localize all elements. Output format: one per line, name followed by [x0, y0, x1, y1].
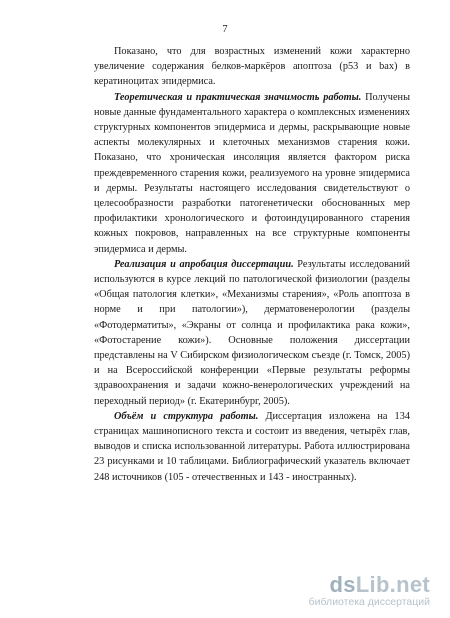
- paragraph-significance: [94, 90, 410, 257]
- paragraph-apoptosis: [94, 44, 410, 90]
- paragraph-heading: Теоретическая и практическая значимость работы.: [114, 91, 362, 103]
- paragraph-text: Получены новые данные фундаментального характера о комплексных изменениях структурных компонентов эпидермиса и дермы, раскрывающие новые аспекты молекулярных и клеточных механизмов старения кожи. Показано, что хроническая инсоляция является фактором риска преждевременного старения кожи, реализуемого на уровне эпидермиса и дермы. Результаты настоящего исследования свидетельствуют о целесообразности разработки патогенетически обоснованных мер профилактики хронологического и фотоиндуцированного старения кожных покровов, направленных на все структурные компоненты эпидермиса и дермы.: [94, 91, 410, 255]
- page-number: 7: [222, 24, 228, 35]
- document-body: [94, 44, 410, 485]
- logo-prefix: ds: [329, 572, 356, 597]
- paragraph-heading: Объём и структура работы.: [114, 410, 259, 422]
- paragraph-text: Результаты исследований используются в курсе лекций по патологической физиологии (разделы «Общая патология клетки», «Механизмы старения», «Роль апоптоза в норме и при патологии»), дерматовенерологии (разделы «Фотодерматиты», «Экраны от солнца и профилактика рака кожи», «Фотостарение кожи»). Основные положения диссертации представлены на V Сибирском физиологическом съезде (г. Томск, 2005) и на Всероссийской конференции «Первые результаты реформы здравоохранения и задачи кожно-венерологических учреждений на переходный период» (г. Екатеринбург, 2005).: [94, 258, 411, 407]
- paragraph-text: Диссертация изложена на 134 страницах машинописного текста и состоит из введения, четырёх глав, выводов и списка использованной литературы. Работа иллюстрирована 23 рисунками и 10 таблицами. Библиографический указатель включает 248 источников (105 - отечественных и 143 - иностранных).: [94, 410, 410, 483]
- watermark-subtitle: библиотека диссертаций: [308, 596, 430, 608]
- logo-rest: Lib.net: [355, 572, 430, 597]
- paragraph-text: Показано, что для возрастных изменений кожи характерно увеличение содержания белков-маркёров апоптоза (р53 и bax) в кератиноцитах эпидермиса.: [94, 46, 410, 88]
- watermark-logo: [309, 572, 430, 598]
- paragraph-approbation: [94, 257, 410, 409]
- paragraph-structure: [94, 409, 410, 485]
- paragraph-heading: Реализация и апробация диссертации.: [114, 258, 294, 270]
- dslib-watermark: [309, 572, 430, 608]
